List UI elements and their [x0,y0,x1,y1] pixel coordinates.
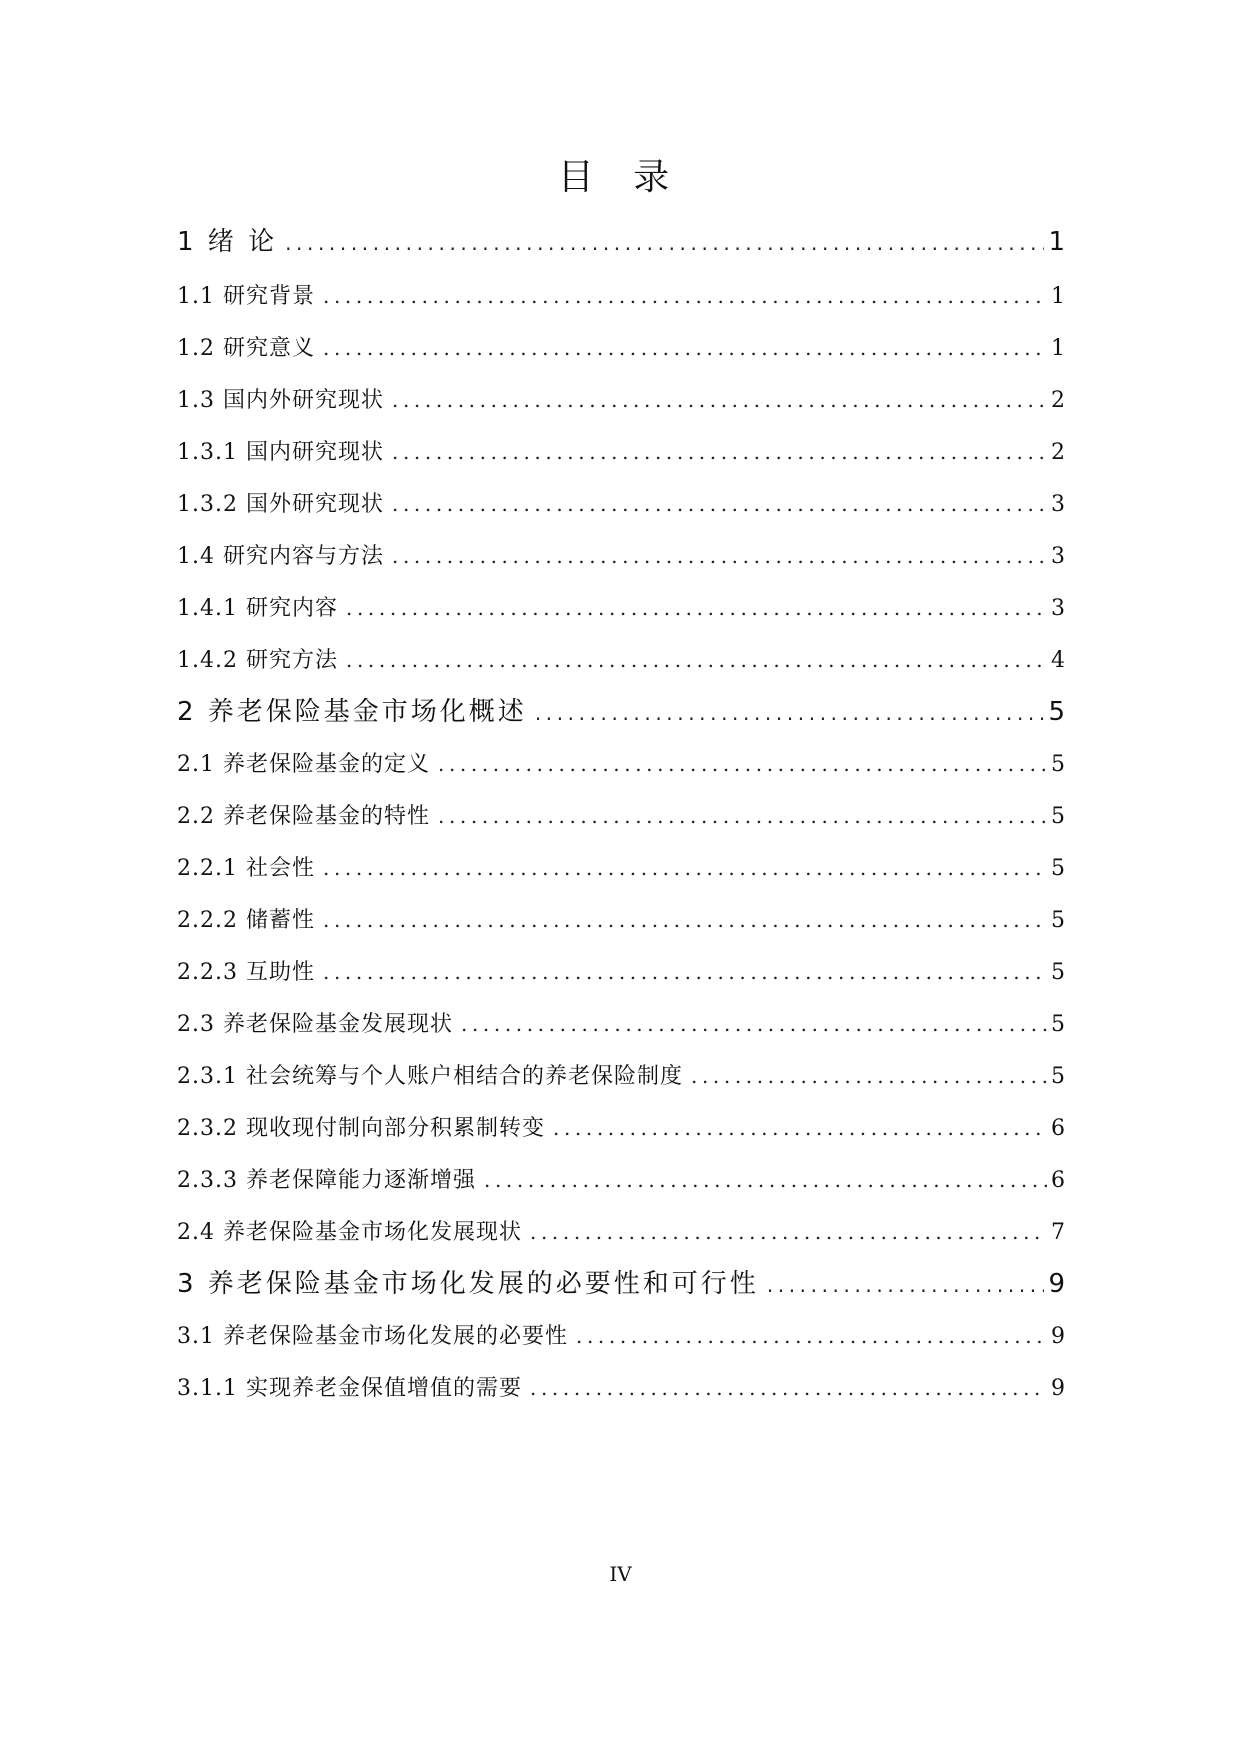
toc-entry-label: 2.4 养老保险基金市场化发展现状 [177,1220,522,1245]
toc-entry-label: 2.2.3 互助性 [177,960,315,985]
toc-entry[interactable] [177,746,1065,783]
toc-entry-label: 1.3.2 国外研究现状 [177,492,384,517]
toc-entry[interactable] [177,1006,1065,1043]
toc-entry-page: 2 [1051,440,1065,465]
toc-entry-page: 9 [1051,1376,1065,1401]
toc-entry-page: 5 [1051,752,1065,777]
toc-entry[interactable] [177,1318,1065,1355]
dot-leader [392,486,1047,522]
toc-entry-page: 5 [1051,960,1065,985]
toc-entry[interactable] [177,1370,1065,1407]
toc-entry[interactable] [177,538,1065,575]
toc-entry-page: 5 [1051,804,1065,829]
toc-entry[interactable] [177,330,1065,367]
toc-entry-label: 1.4 研究内容与方法 [177,544,384,569]
toc-entry[interactable] [177,798,1065,835]
toc-entry-page: 5 [1051,856,1065,881]
dot-leader [530,1370,1047,1406]
toc-entry-page: 6 [1051,1168,1065,1193]
toc-entry[interactable] [177,1058,1065,1095]
toc-entry-label: 1.1 研究背景 [177,284,315,309]
toc-entry-page: 3 [1051,544,1065,569]
dot-leader [438,746,1047,782]
dot-leader [576,1318,1047,1354]
toc-entry-label: 1 绪 论 [177,227,278,257]
toc-entry-page: 9 [1048,1269,1065,1299]
toc-entry-label: 3 养老保险基金市场化发展的必要性和可行性 [177,1269,759,1299]
toc-entry-page: 1 [1051,336,1065,361]
dot-leader [392,434,1047,470]
toc-entry[interactable] [177,222,1065,263]
toc-entry-label: 1.2 研究意义 [177,336,315,361]
toc-entry[interactable] [177,954,1065,991]
toc-title: 目 录 [557,157,684,198]
toc-entry-page: 4 [1051,648,1065,673]
toc-entry-label: 1.4.2 研究方法 [177,648,338,673]
toc-entry-page: 5 [1051,908,1065,933]
toc-entry[interactable] [177,1162,1065,1199]
toc-entry-page: 7 [1051,1220,1065,1245]
toc-entry-page: 5 [1051,1012,1065,1037]
dot-leader [285,223,1044,263]
dot-leader [484,1162,1047,1198]
dot-leader [323,278,1047,314]
toc-entry-label: 3.1.1 实现养老金保值增值的需要 [177,1376,522,1401]
toc-entry[interactable] [177,1110,1065,1147]
toc-entry-page: 6 [1051,1116,1065,1141]
dot-leader [461,1006,1047,1042]
dot-leader [323,850,1047,886]
toc-entry-label: 1.3.1 国内研究现状 [177,440,384,465]
dot-leader [691,1058,1047,1094]
toc-entry[interactable] [177,850,1065,887]
dot-leader [392,382,1047,418]
toc-entry-page: 5 [1048,697,1065,727]
toc-entry-label: 2.2.2 储蓄性 [177,908,315,933]
toc-entry-page: 3 [1051,596,1065,621]
toc-entry-page: 1 [1048,227,1065,257]
toc-entry-page: 5 [1051,1064,1065,1089]
toc-entry-label: 2.3.1 社会统筹与个人账户相结合的养老保险制度 [177,1064,683,1089]
dot-leader [323,330,1047,366]
dot-leader [438,798,1047,834]
toc-entry-label: 1.4.1 研究内容 [177,596,338,621]
dot-leader [392,538,1047,574]
toc-entry-label: 2.1 养老保险基金的定义 [177,752,430,777]
dot-leader [323,902,1047,938]
dot-leader [346,590,1047,626]
dot-leader [323,954,1047,990]
dot-leader [767,1265,1045,1305]
toc-entry-page: 2 [1051,388,1065,413]
toc-entry-label: 2.3 养老保险基金发展现状 [177,1012,453,1037]
toc-entry-page: 9 [1051,1324,1065,1349]
toc-entry-label: 2 养老保险基金市场化概述 [177,697,527,727]
toc-entry[interactable] [177,486,1065,523]
toc-entry-label: 2.2.1 社会性 [177,856,315,881]
toc-entry[interactable] [177,1214,1065,1251]
toc-entry[interactable] [177,382,1065,419]
toc-entry[interactable] [177,692,1065,733]
toc-entry-page: 1 [1051,284,1065,309]
dot-leader [535,693,1045,733]
dot-leader [553,1110,1047,1146]
page-number: IV [609,1562,632,1586]
dot-leader [346,642,1047,678]
toc-entry-label: 2.3.3 养老保障能力逐渐增强 [177,1168,476,1193]
toc-entry[interactable] [177,1264,1065,1305]
toc-entry-label: 3.1 养老保险基金市场化发展的必要性 [177,1324,568,1349]
toc-entry[interactable] [177,642,1065,679]
toc-entry-label: 2.2 养老保险基金的特性 [177,804,430,829]
toc-entry-label: 1.3 国内外研究现状 [177,388,384,413]
toc-entry-page: 3 [1051,492,1065,517]
toc-entry-label: 2.3.2 现收现付制向部分积累制转变 [177,1116,545,1141]
toc-entry[interactable] [177,434,1065,471]
toc-entry[interactable] [177,590,1065,627]
toc-entry[interactable] [177,902,1065,939]
toc-entry[interactable] [177,278,1065,315]
dot-leader [530,1214,1047,1250]
